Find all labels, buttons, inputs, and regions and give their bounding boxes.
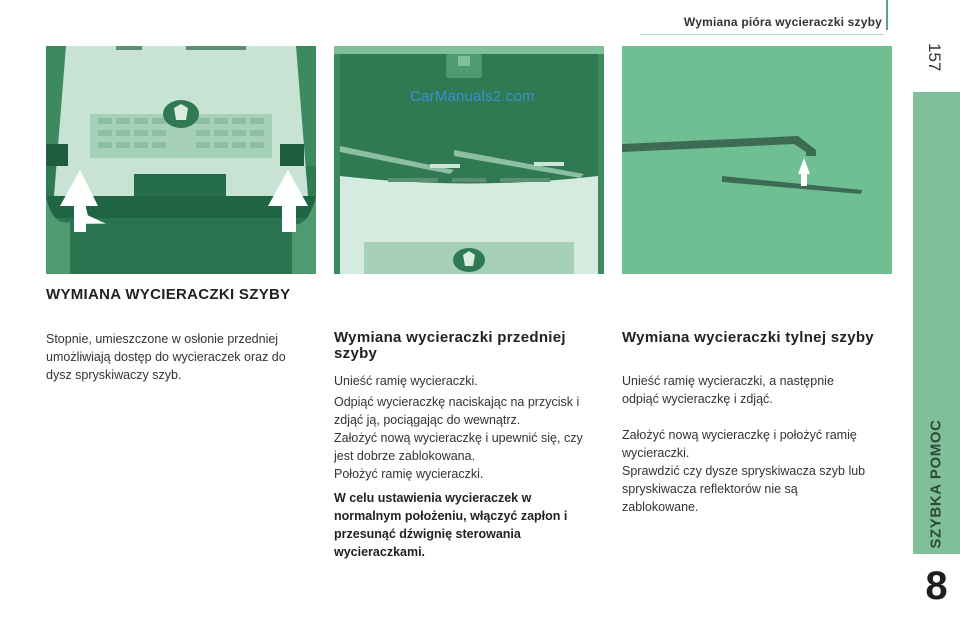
rear-wiper-step-3: Sprawdzić czy dysze spryskiwacza szyb lub spryskiwacza reflektorów nie są zablokowane. (622, 464, 866, 514)
rear-wiper-step-2: Założyć nową wycieraczkę i położyć ramię wycieraczki. (622, 428, 857, 460)
rear-wiper-step-1: Unieść ramię wycieraczki, a następnie odpiąć wycieraczkę i zdjąć. (622, 374, 834, 406)
front-wiper-note: W celu ustawienia wycieraczek w normalnym położeniu, włączyć zapłon i przesunąć dźwignię sterowania wycieraczkami. (334, 491, 568, 559)
rear-wiper-illustration (622, 46, 892, 274)
front-wiper-step-3: Założyć nową wycieraczkę i upewnić się, czy jest dobrze zablokowana. (334, 431, 583, 463)
chapter-label: SZYBKA POMOC (927, 419, 945, 549)
watermark-text: CarManuals2.com (410, 88, 535, 105)
front-wiper-step-2: Odpiąć wycieraczkę naciskając na przycisk i zdjąć ją, pociągając do wewnątrz. (334, 395, 580, 427)
header-accent-line (886, 0, 888, 30)
section-title: Wymiana pióra wycieraczki szyby (683, 15, 882, 29)
front-wiper-step-4: Położyć ramię wycieraczki. (334, 467, 484, 481)
steps-description: Stopnie, umieszczone w osłonie przedniej umożliwiają dostęp do wycieraczek oraz do dysz spryskiwaczy szyb. (46, 332, 286, 382)
front-wiper-heading: Wymiana wycieraczki przedniej szyby (334, 329, 566, 362)
page-number: 157 (925, 43, 944, 72)
rear-wiper-heading: Wymiana wycieraczki tylnej szyby (622, 329, 874, 346)
van-front-steps-illustration (46, 46, 316, 274)
header-divider (640, 34, 884, 35)
front-wiper-illustration (334, 46, 604, 274)
main-heading: WYMIANA WYCIERACZKI SZYBY (46, 286, 291, 303)
front-wiper-step-1: Unieść ramię wycieraczki. (334, 374, 478, 388)
chapter-number: 8 (925, 564, 948, 608)
